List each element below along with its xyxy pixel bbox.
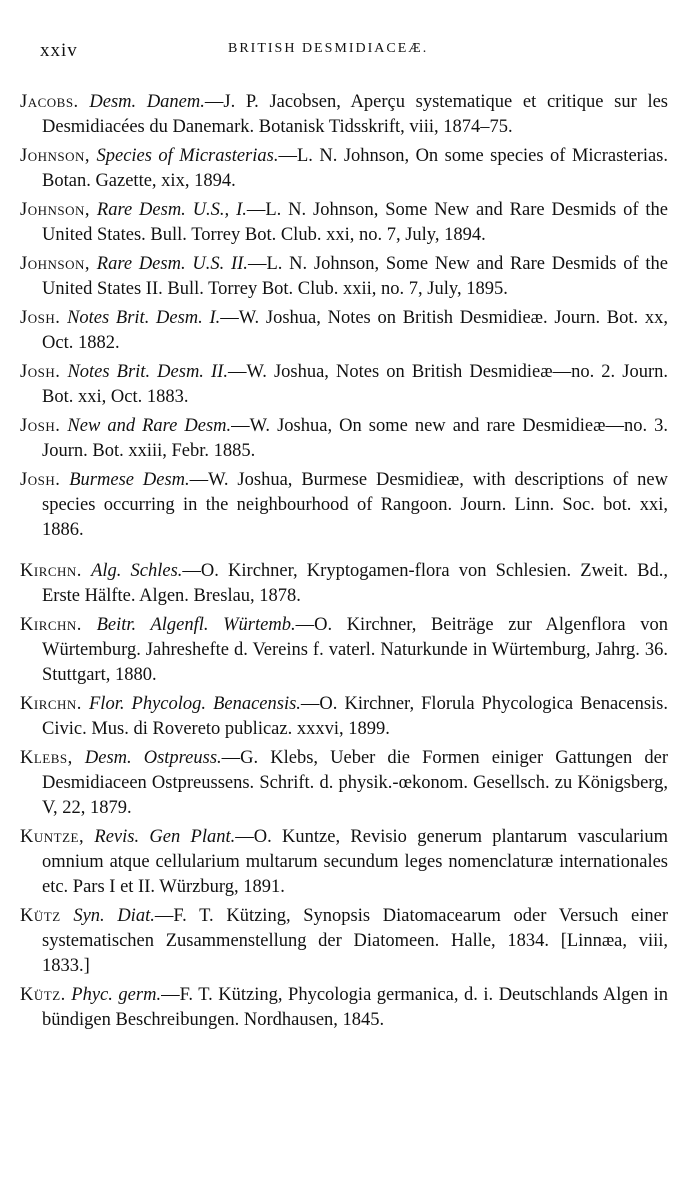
entry-abbreviation: Desm. Danem. <box>89 92 205 112</box>
entry-abbreviation: Phyc. germ. <box>71 985 162 1005</box>
entry-abbreviation: Species of Micrasterias. <box>96 146 279 166</box>
bibliography-entry <box>20 468 668 543</box>
bibliography-entry <box>20 198 668 248</box>
entry-author: Jacobs. <box>20 92 79 112</box>
page-header <box>40 40 680 70</box>
entry-citation: —G. Klebs, Ueber die Formen einiger Gattungen der Desmidiaceen Ostpreussens. Schrift. d. physik.-œkonom. Gesellsch. zu Königsberg, V, 22, 1879. <box>42 748 668 818</box>
entry-author: Kütz. <box>20 985 66 1005</box>
page-number: xxiv <box>40 40 78 61</box>
bibliography-list <box>20 90 668 1037</box>
entry-abbreviation: Burmese Desm. <box>69 470 190 490</box>
entry-abbreviation: Notes Brit. Desm. I. <box>67 308 221 328</box>
entry-author: Josh. <box>20 470 61 490</box>
entry-citation: —W. Joshua, Burmese Desmidieæ, with descriptions of new species occurring in the neighbourhood of Rangoon. Journ. Linn. Soc. bot. xxi, 1886. <box>42 470 668 540</box>
bibliography-entry <box>20 144 668 194</box>
entry-abbreviation: Revis. Gen Plant. <box>94 827 236 847</box>
entry-abbreviation: New and Rare Desm. <box>67 416 232 436</box>
bibliography-entry <box>20 90 668 140</box>
entry-citation: —F. T. Kützing, Phycologia germanica, d. i. Deutschlands Algen in bündigen Beschreibungen. Nordhausen, 1845. <box>42 985 669 1030</box>
bibliography-entry <box>20 306 668 356</box>
entry-author: Klebs, <box>20 748 73 768</box>
entry-author: Kirchn. <box>20 561 82 581</box>
bibliography-entry <box>20 904 668 979</box>
entry-citation: —F. T. Kützing, Synopsis Diatomacearum oder Versuch einer systematischen Zusammenstellung der Diatomeen. Halle, 1834. [Linnæa, viii, 1833.] <box>42 906 668 976</box>
entry-author: Josh. <box>20 416 61 436</box>
entry-citation: —W. Joshua, Notes on British Desmidieæ. Journ. Bot. xx, Oct. 1882. <box>42 308 668 353</box>
entry-citation: —L. N. Johnson, Some New and Rare Desmids of the United States II. Bull. Torrey Bot. Club. xxii, no. 7, July, 1895. <box>42 254 669 299</box>
bibliography-entry <box>20 692 668 742</box>
bibliography-entry <box>20 746 668 821</box>
entry-abbreviation: Desm. Ostpreuss. <box>84 748 222 768</box>
entry-citation: —W. Joshua, Notes on British Desmidieæ—no. 2. Journ. Bot. xxi, Oct. 1883. <box>42 362 668 407</box>
entry-author: Johnson, <box>20 254 90 274</box>
entry-citation: —O. Kirchner, Florula Phycologica Benacensis. Civic. Mus. di Rovereto publicaz. xxxvi, 1899. <box>42 694 668 739</box>
entry-citation: —O. Kuntze, Revisio generum plantarum vascularium omnium atque cellularium multarum secundum leges nomenclaturæ internationales etc. Pars I et II. Würzburg, 1891. <box>42 827 669 897</box>
bibliography-entry <box>20 252 668 302</box>
bibliography-entry <box>20 613 668 688</box>
bibliography-entry <box>20 983 668 1033</box>
entry-abbreviation: Flor. Phycolog. Benacensis. <box>89 694 301 714</box>
bibliography-entry <box>20 559 668 609</box>
entry-author: Kirchn. <box>20 694 82 714</box>
entry-abbreviation: Alg. Schles. <box>91 561 183 581</box>
entry-author: Kirchn. <box>20 615 82 635</box>
entry-abbreviation: Beitr. Algenfl. Würtemb. <box>96 615 296 635</box>
bibliography-entry <box>20 414 668 464</box>
entry-author: Josh. <box>20 362 61 382</box>
entry-author: Kütz <box>20 906 61 926</box>
entry-author: Kuntze, <box>20 827 85 847</box>
entry-citation: —W. Joshua, On some new and rare Desmidieæ—no. 3. Journ. Bot. xxiii, Febr. 1885. <box>42 416 669 461</box>
entry-citation: —J. P. Jacobsen, Aperçu systematique et critique sur les Desmidiacées du Danemark. Botanisk Tidsskrift, viii, 1874–75. <box>42 92 668 137</box>
entry-author: Johnson, <box>20 146 90 166</box>
entry-author: Johnson, <box>20 200 90 220</box>
entry-citation: —L. N. Johnson, Some New and Rare Desmids of the United States. Bull. Torrey Bot. Club. xxi, no. 7, July, 1894. <box>42 200 668 245</box>
entry-abbreviation: Notes Brit. Desm. II. <box>67 362 228 382</box>
entry-abbreviation: Rare Desm. U.S. II. <box>96 254 248 274</box>
bibliography-entry <box>20 825 668 900</box>
entry-abbreviation: Syn. Diat. <box>73 906 155 926</box>
running-head: BRITISH DESMIDIACEÆ. <box>228 41 429 56</box>
entry-citation: —O. Kirchner, Beiträge zur Algenflora von Würtemburg. Jahreshefte d. Vereins f. vaterl. Naturkunde in Würtemburg, Jahrg. 36. Stuttgart, 1880. <box>42 615 669 685</box>
entry-abbreviation: Rare Desm. U.S., I. <box>96 200 247 220</box>
entry-citation: —O. Kirchner, Kryptogamen-flora von Schlesien. Zweit. Bd., Erste Hälfte. Algen. Breslau, 1878. <box>42 561 669 606</box>
entry-author: Josh. <box>20 308 61 328</box>
entry-citation: —L. N. Johnson, On some species of Micrasterias. Botan. Gazette, xix, 1894. <box>42 146 668 191</box>
bibliography-entry <box>20 360 668 410</box>
